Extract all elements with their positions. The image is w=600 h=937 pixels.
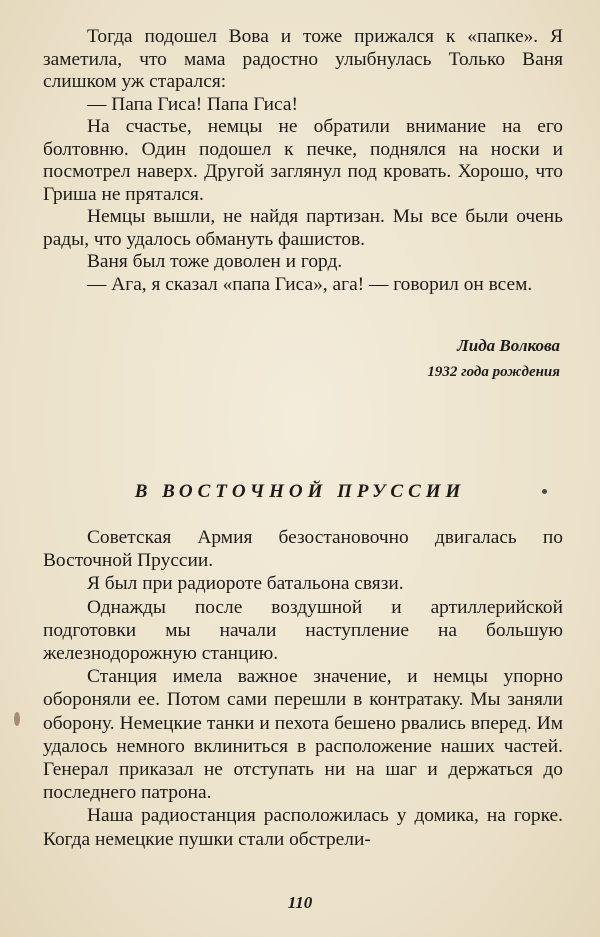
paragraph: Немцы вышли, не найдя партизан. Мы все были очень рады, что удалось обмануть фашистов. (43, 206, 563, 250)
story-text-top (43, 26, 563, 296)
paragraph: — Папа Гиса! Папа Гиса! (87, 93, 298, 115)
ink-smudge (14, 712, 20, 726)
paragraph: Наша радиостанция расположилась у домика, на горке. Когда немецкие пушки стали обстрели- (43, 805, 563, 850)
author-birth-year: 1932 года рождения (427, 364, 560, 380)
paragraph: Ваня был тоже доволен и горд. (87, 251, 343, 272)
paragraph: — Ага, я сказал «папа Гиса», ага! — говорил он всем. (87, 273, 533, 295)
page-number: 110 (287, 893, 313, 912)
paragraph: Тогда подошел Вова и тоже прижался к «папке». Я заметила, что мама радостно улыбнулась Только Ваня слишком уж старался: (43, 26, 563, 92)
paragraph: На счастье, немцы не обратили внимание на его болтовню. Один подошел к печке, поднялся на носки и посмотрел наверх. Другой заглянул под кровать. Хорошо, что Гриша не прятался. (43, 116, 563, 205)
paragraph: Однажды после воздушной и артиллерийской подготовки мы начали наступление на большую железнодорожную станцию. (43, 596, 563, 665)
author-signature (427, 335, 560, 383)
ink-smudge (542, 489, 547, 494)
section-title: В ВОСТОЧНОЙ ПРУССИИ (134, 481, 466, 502)
paragraph: Станция имела важное значение, и немцы упорно обороняли ее. Потом сами перешли в контратаку. Мы заняли оборону. Немецкие танки и пехота бешено рвались вперед. Им удалось немного вклиниться в расположение наших частей. Генерал приказал не отступать ни на шаг и держаться до последнего патрона. (43, 666, 563, 804)
story-text-bottom (43, 526, 563, 851)
paragraph: Советская Армия безостановочно двигалась по Восточной Пруссии. (43, 527, 563, 572)
author-name: Лида Волкова (457, 336, 560, 355)
paragraph: Я был при радиороте батальона связи. (87, 573, 404, 595)
